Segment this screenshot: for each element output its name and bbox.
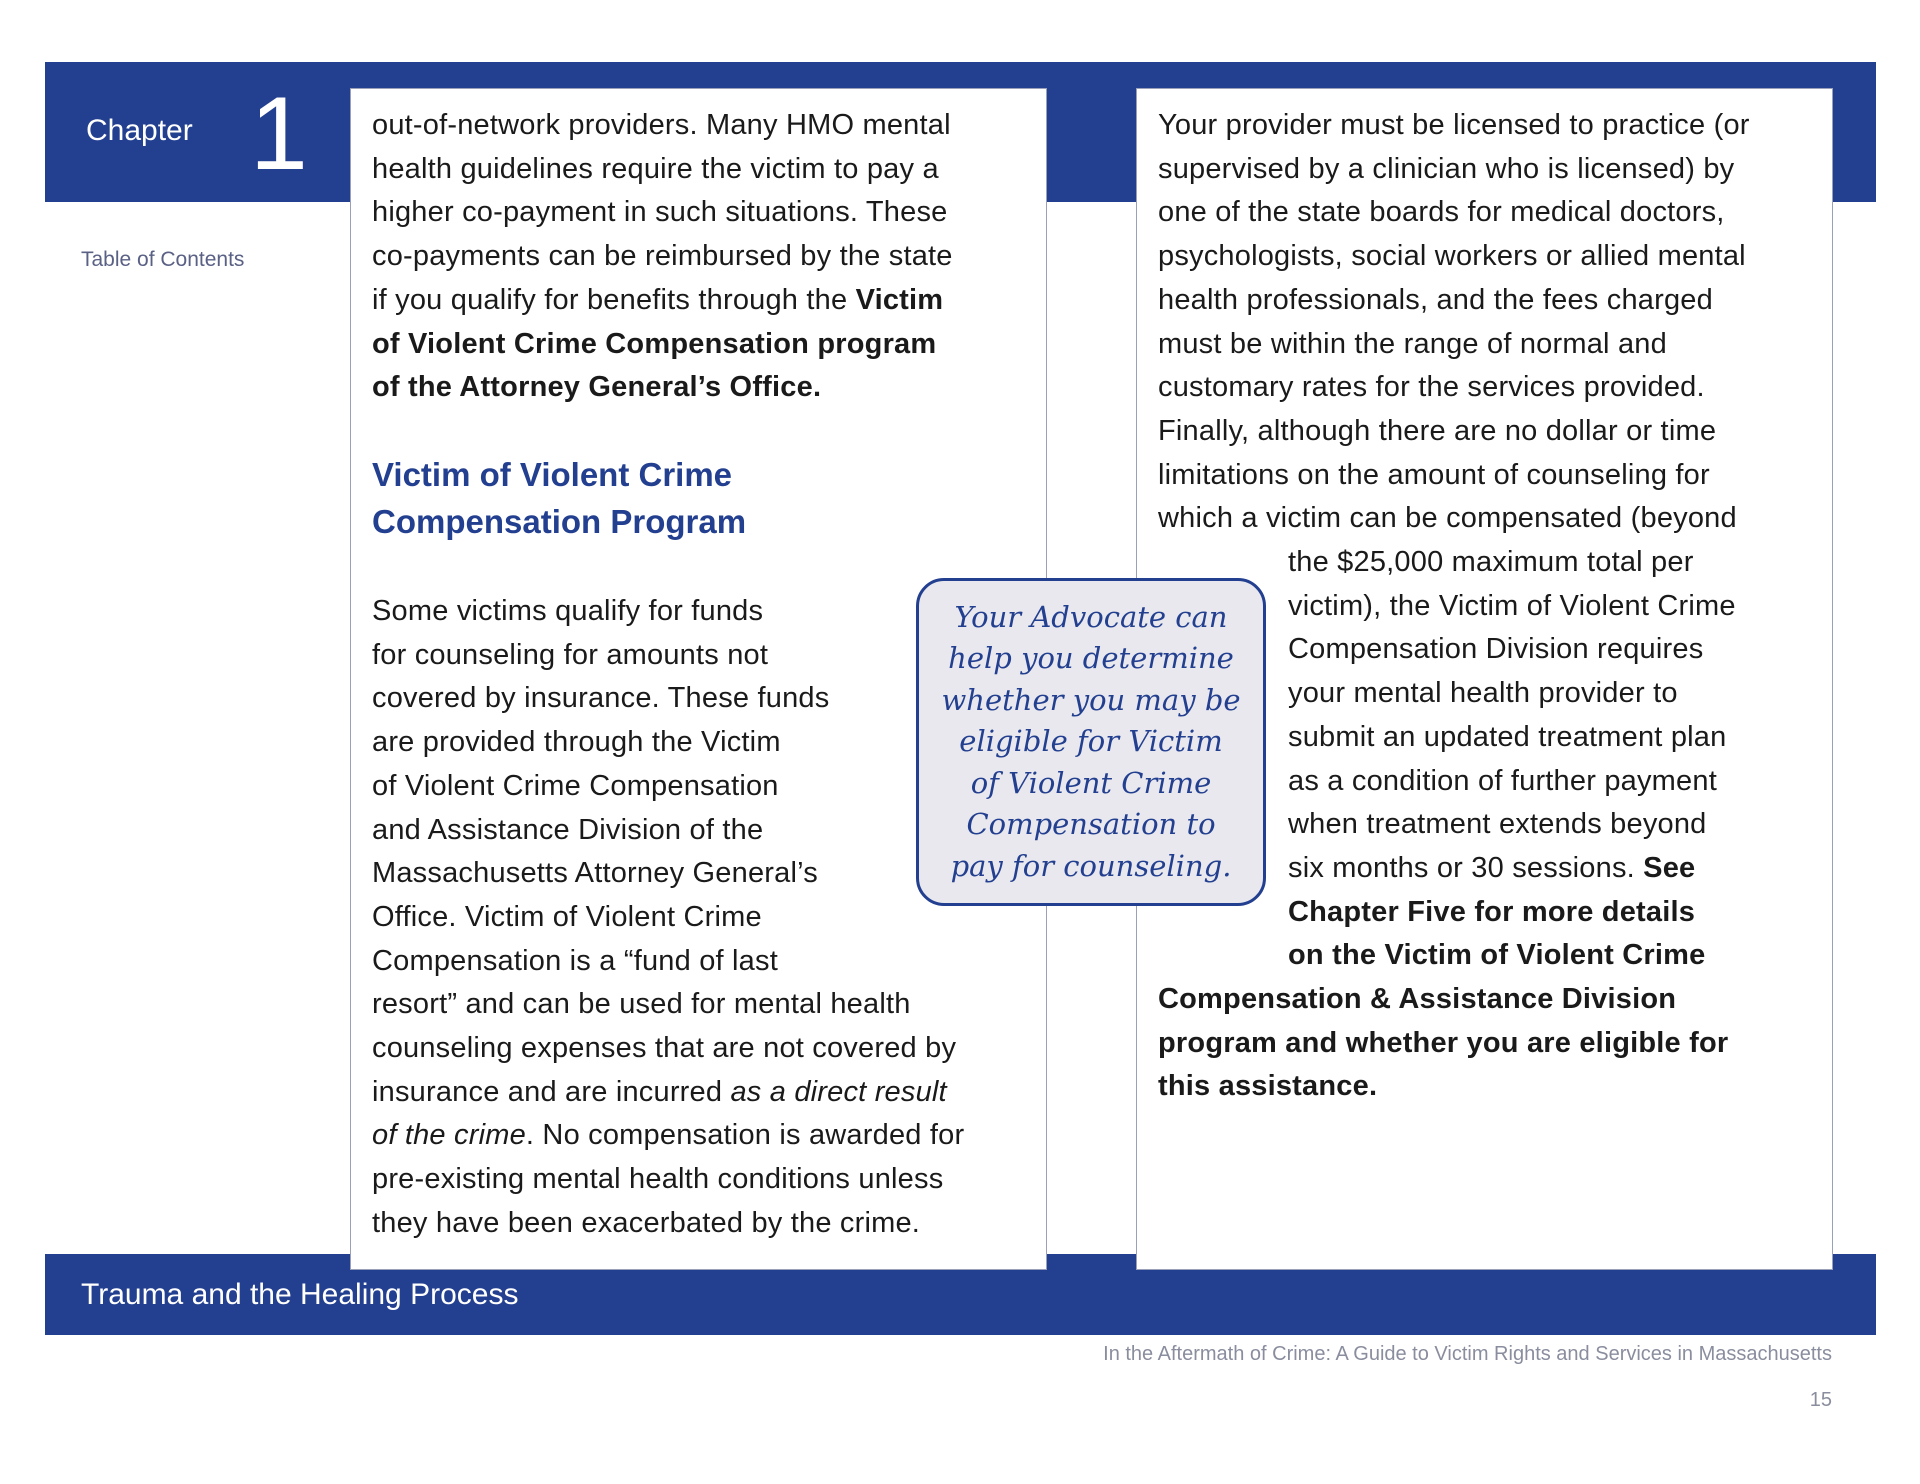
text-run: supervised by a clinician who is licensed) by <box>1158 152 1735 185</box>
text-line <box>372 103 951 147</box>
text-run: for counseling for amounts not <box>372 638 769 671</box>
text-run: Some victims qualify for funds <box>372 595 764 627</box>
text-line <box>372 720 781 764</box>
text-line <box>1158 496 1737 540</box>
text-line <box>1158 322 1667 366</box>
text-run: Compensation Division requires <box>1288 633 1704 666</box>
text-run: victim), the Victim of Violent Crime <box>1288 589 1736 622</box>
text-run: counseling expenses that are not covered by <box>372 1032 957 1064</box>
text-line <box>1288 933 1705 977</box>
text-line <box>372 322 936 366</box>
text-line <box>1158 190 1725 234</box>
callout-line: eligible for Victim <box>959 724 1223 759</box>
text-run: are provided through the Victim <box>372 726 781 759</box>
text-run: covered by insurance. These funds <box>372 682 830 715</box>
text-line <box>372 234 953 278</box>
text-line <box>1158 103 1750 147</box>
text-line <box>372 589 763 633</box>
text-run: health guidelines require the victim to pay a <box>372 152 939 185</box>
text-line <box>372 365 821 409</box>
text-run: Your provider must be licensed to practice (or <box>1158 109 1750 141</box>
text-line <box>1288 846 1695 890</box>
text-run: one of the state boards for medical doctors, <box>1158 196 1725 229</box>
italic-text: as a direct result <box>730 1075 947 1108</box>
text-line <box>372 1113 964 1157</box>
text-line <box>1288 715 1726 759</box>
bold-text: program and whether you are eligible for <box>1158 1026 1729 1059</box>
text-run: they have been exacerbated by the crime. <box>372 1206 921 1239</box>
text-line <box>372 278 943 322</box>
text-run: if you qualify for benefits through the <box>372 283 856 316</box>
text-line <box>372 633 768 677</box>
text-line <box>372 764 779 808</box>
callout-line: Compensation to <box>966 807 1216 842</box>
text-run: insurance and are incurred <box>372 1075 731 1108</box>
text-line <box>372 1157 943 1201</box>
heading-line: Compensation Program <box>372 503 747 540</box>
chapter-number: 1 <box>250 76 308 192</box>
text-line <box>1158 278 1713 322</box>
text-line <box>1158 365 1705 409</box>
text-run: as a condition of further payment <box>1288 764 1717 797</box>
callout-line: pay for counseling. <box>950 848 1232 883</box>
text-line <box>1158 1064 1377 1108</box>
text-line <box>372 939 778 983</box>
text-line <box>372 190 948 234</box>
text-line <box>372 676 829 720</box>
text-line <box>372 1026 956 1070</box>
text-line <box>1158 234 1746 278</box>
text-line <box>372 895 762 939</box>
text-run: Finally, although there are no dollar or time <box>1158 414 1717 447</box>
text-line <box>1158 1021 1728 1065</box>
text-line <box>1288 627 1703 671</box>
text-run: higher co-payment in such situations. These <box>372 196 948 229</box>
text-run: customary rates for the services provided. <box>1158 371 1705 404</box>
text-line <box>1288 890 1695 934</box>
text-run: limitations on the amount of counseling for <box>1158 458 1710 491</box>
text-run: resort” and can be used for mental health <box>372 988 911 1021</box>
text-line <box>1288 540 1694 584</box>
text-run: Compensation is a “fund of last <box>372 944 778 977</box>
bold-text: Compensation & Assistance Division <box>1158 983 1677 1015</box>
text-line <box>1158 977 1676 1021</box>
callout-line: of Violent Crime <box>970 765 1212 800</box>
text-run: which a victim can be compensated (beyond <box>1158 502 1737 535</box>
text-run: health professionals, and the fees charged <box>1158 283 1713 316</box>
text-line <box>1288 802 1707 846</box>
text-run: out-of-network providers. Many HMO mental <box>372 109 951 141</box>
text-line <box>1158 453 1710 497</box>
bold-text: of the Attorney General’s Office. <box>372 371 822 404</box>
callout-line: help you determine <box>948 641 1234 676</box>
callout-line: whether you may be <box>941 682 1241 717</box>
heading-line: Victim of Violent Crime <box>372 456 733 493</box>
text-run: Massachusetts Attorney General’s <box>372 857 818 890</box>
text-line <box>372 147 939 191</box>
page-number: 15 <box>1809 1389 1832 1411</box>
bold-text: on the Victim of Violent Crime <box>1288 939 1706 972</box>
text-line <box>372 982 911 1026</box>
text-run: psychologists, social workers or allied mental <box>1158 240 1746 273</box>
bold-text: Victim <box>855 283 944 316</box>
text-run: the $25,000 maximum total per <box>1288 546 1694 578</box>
text-line <box>372 808 763 852</box>
guide-title: In the Aftermath of Crime: A Guide to Victim Rights and Services in Massachusetts <box>1103 1343 1832 1365</box>
text-line <box>1158 409 1716 453</box>
bold-text: this assistance. <box>1158 1070 1378 1103</box>
text-line <box>1158 147 1734 191</box>
text-line <box>1288 671 1678 715</box>
text-line <box>1288 759 1717 803</box>
text-run: must be within the range of normal and <box>1158 327 1667 360</box>
text-run: six months or 30 sessions. <box>1288 851 1644 884</box>
text-run: Office. Victim of Violent Crime <box>372 900 762 933</box>
text-run: co-payments can be reimbursed by the state <box>372 240 953 273</box>
text-run: and Assistance Division of the <box>372 813 764 846</box>
text-line <box>372 1070 947 1114</box>
chapter-label: Chapter <box>86 114 193 147</box>
text-line <box>372 1201 920 1245</box>
text-line <box>372 851 818 895</box>
text-run: when treatment extends beyond <box>1288 808 1707 841</box>
bold-text: of Violent Crime Compensation program <box>372 327 937 360</box>
advocate-callout-box <box>916 578 1266 906</box>
table-of-contents-link[interactable]: Table of Contents <box>81 248 245 271</box>
text-run: . No compensation is awarded for <box>525 1119 965 1152</box>
callout-line: Your Advocate can <box>954 599 1228 634</box>
section-title: Trauma and the Healing Process <box>81 1278 519 1311</box>
bold-text: Chapter Five for more details <box>1288 895 1696 928</box>
text-line <box>1288 584 1736 628</box>
text-run: pre-existing mental health conditions unless <box>372 1163 944 1196</box>
bold-text: See <box>1643 851 1696 884</box>
text-run: your mental health provider to <box>1288 677 1678 710</box>
italic-text: of the crime <box>372 1119 526 1152</box>
text-run: submit an updated treatment plan <box>1288 720 1727 753</box>
text-run: of Violent Crime Compensation <box>372 769 779 802</box>
